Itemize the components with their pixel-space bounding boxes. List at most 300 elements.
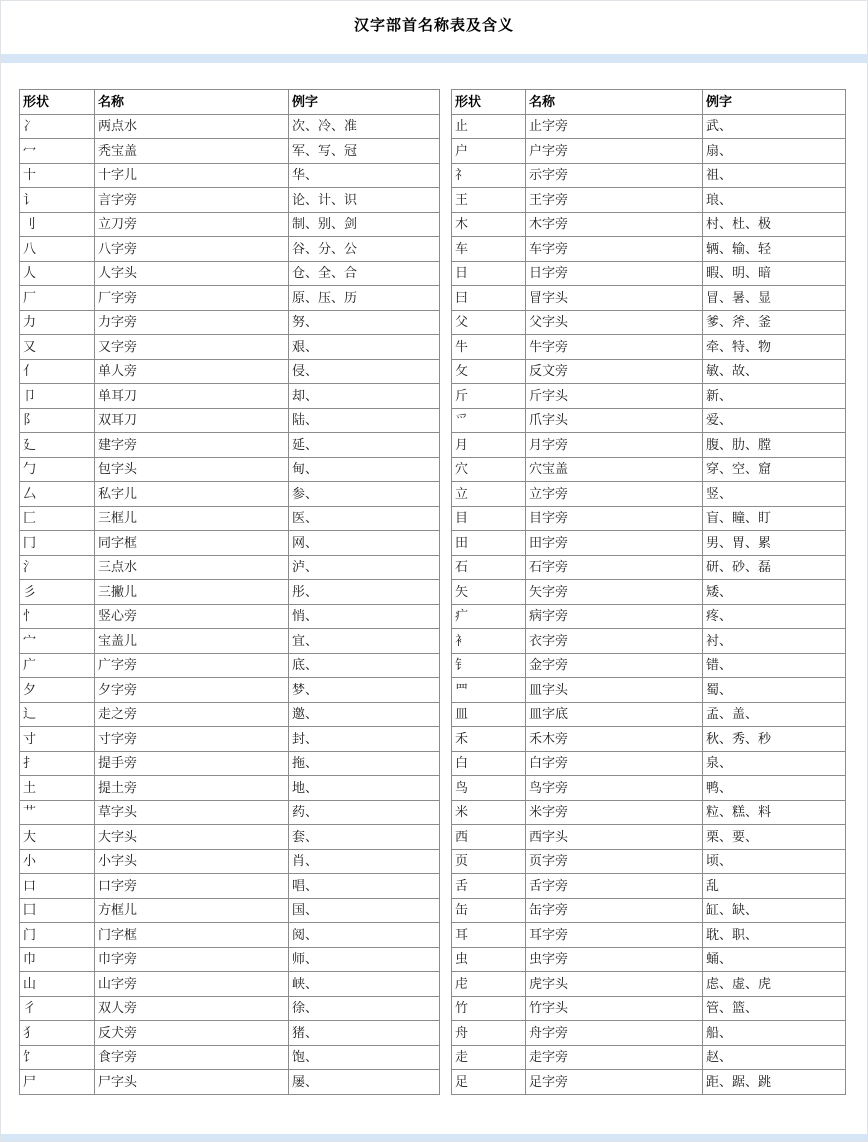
cell-examples: 疼、 xyxy=(703,604,846,629)
cell-examples: 悄、 xyxy=(289,604,440,629)
table-row xyxy=(20,531,440,556)
cell-shape: 白 xyxy=(452,751,526,776)
table-row xyxy=(20,604,440,629)
cell-examples: 蜀、 xyxy=(703,678,846,703)
cell-examples: 制、别、剑 xyxy=(289,212,440,237)
cell-name: 三点水 xyxy=(95,555,289,580)
table-row xyxy=(20,653,440,678)
cell-examples: 参、 xyxy=(289,482,440,507)
table-row xyxy=(20,335,440,360)
cell-shape: 王 xyxy=(452,188,526,213)
cell-examples: 彤、 xyxy=(289,580,440,605)
cell-name: 双耳刀 xyxy=(95,408,289,433)
radicals-table-left xyxy=(19,89,440,1095)
cell-name: 鸟字旁 xyxy=(526,776,703,801)
cell-examples: 阅、 xyxy=(289,923,440,948)
cell-shape: 口 xyxy=(20,874,95,899)
cell-shape: 石 xyxy=(452,555,526,580)
table-row xyxy=(452,384,846,409)
cell-examples: 粒、糕、料 xyxy=(703,800,846,825)
cell-examples: 穿、空、窟 xyxy=(703,457,846,482)
cell-shape: 尸 xyxy=(20,1070,95,1095)
table-row xyxy=(452,506,846,531)
cell-shape: 八 xyxy=(20,237,95,262)
cell-shape: 耳 xyxy=(452,923,526,948)
cell-name: 建字旁 xyxy=(95,433,289,458)
cell-name: 厂字旁 xyxy=(95,286,289,311)
table-row xyxy=(452,482,846,507)
cell-examples: 饱、 xyxy=(289,1045,440,1070)
cell-examples: 暇、明、暗 xyxy=(703,261,846,286)
cell-examples: 拖、 xyxy=(289,751,440,776)
table-row xyxy=(452,751,846,776)
cell-examples: 医、 xyxy=(289,506,440,531)
cell-examples: 次、冷、准 xyxy=(289,114,440,139)
cell-shape: 夕 xyxy=(20,678,95,703)
cell-examples: 盲、瞳、盯 xyxy=(703,506,846,531)
cell-shape: 目 xyxy=(452,506,526,531)
cell-shape: 止 xyxy=(452,114,526,139)
cell-name: 田字旁 xyxy=(526,531,703,556)
cell-name: 竹字头 xyxy=(526,996,703,1021)
cell-name: 示字旁 xyxy=(526,163,703,188)
cell-examples: 峡、 xyxy=(289,972,440,997)
cell-shape: 勹 xyxy=(20,457,95,482)
tables-container xyxy=(19,89,867,1095)
cell-name: 户字旁 xyxy=(526,139,703,164)
table-row xyxy=(20,751,440,776)
cell-name: 王字旁 xyxy=(526,188,703,213)
column-header-name: 名称 xyxy=(95,90,289,115)
cell-name: 舌字旁 xyxy=(526,874,703,899)
cell-examples: 栗、要、 xyxy=(703,825,846,850)
cell-shape: 户 xyxy=(452,139,526,164)
cell-shape: 大 xyxy=(20,825,95,850)
cell-name: 金字旁 xyxy=(526,653,703,678)
table-row xyxy=(20,727,440,752)
table-row xyxy=(452,800,846,825)
cell-shape: 小 xyxy=(20,849,95,874)
table-row xyxy=(20,972,440,997)
cell-name: 虎字头 xyxy=(526,972,703,997)
cell-examples: 矮、 xyxy=(703,580,846,605)
cell-shape: 斤 xyxy=(452,384,526,409)
cell-examples: 虑、虚、虎 xyxy=(703,972,846,997)
cell-name: 舟字旁 xyxy=(526,1021,703,1046)
cell-name: 口字旁 xyxy=(95,874,289,899)
cell-examples: 延、 xyxy=(289,433,440,458)
cell-shape: 冫 xyxy=(20,114,95,139)
cell-examples: 赵、 xyxy=(703,1045,846,1070)
cell-shape: 礻 xyxy=(452,163,526,188)
cell-shape: 日 xyxy=(452,261,526,286)
cell-name: 虫字旁 xyxy=(526,947,703,972)
table-row xyxy=(20,947,440,972)
cell-examples: 屡、 xyxy=(289,1070,440,1095)
table-row xyxy=(20,702,440,727)
cell-shape: 广 xyxy=(20,653,95,678)
cell-name: 冒字头 xyxy=(526,286,703,311)
cell-shape: 父 xyxy=(452,310,526,335)
table-row xyxy=(20,898,440,923)
cell-shape: 攵 xyxy=(452,359,526,384)
cell-name: 食字旁 xyxy=(95,1045,289,1070)
cell-shape: 辶 xyxy=(20,702,95,727)
table-row xyxy=(452,727,846,752)
cell-name: 山字旁 xyxy=(95,972,289,997)
cell-name: 立字旁 xyxy=(526,482,703,507)
cell-examples: 肖、 xyxy=(289,849,440,874)
cell-examples: 武、 xyxy=(703,114,846,139)
cell-name: 足字旁 xyxy=(526,1070,703,1095)
cell-shape: 扌 xyxy=(20,751,95,776)
cell-name: 言字旁 xyxy=(95,188,289,213)
table-row xyxy=(452,849,846,874)
table-row xyxy=(20,1070,440,1095)
cell-shape: 山 xyxy=(20,972,95,997)
cell-shape: 亻 xyxy=(20,359,95,384)
column-header-examples: 例字 xyxy=(289,90,440,115)
table-row xyxy=(452,408,846,433)
cell-examples: 琅、 xyxy=(703,188,846,213)
table-row xyxy=(20,359,440,384)
cell-examples: 宜、 xyxy=(289,629,440,654)
cell-shape: 力 xyxy=(20,310,95,335)
column-header-name: 名称 xyxy=(526,90,703,115)
cell-shape: 阝 xyxy=(20,408,95,433)
cell-examples: 军、写、冠 xyxy=(289,139,440,164)
cell-name: 巾字旁 xyxy=(95,947,289,972)
table-row xyxy=(20,457,440,482)
cell-shape: 门 xyxy=(20,923,95,948)
table-row xyxy=(452,555,846,580)
header-row xyxy=(20,90,440,115)
cell-name: 反犬旁 xyxy=(95,1021,289,1046)
cell-examples: 蛹、 xyxy=(703,947,846,972)
cell-shape: 虍 xyxy=(452,972,526,997)
cell-shape: 立 xyxy=(452,482,526,507)
table-row xyxy=(20,384,440,409)
cell-name: 三框儿 xyxy=(95,506,289,531)
cell-name: 夕字旁 xyxy=(95,678,289,703)
cell-examples: 距、踞、跳 xyxy=(703,1070,846,1095)
cell-examples: 扇、 xyxy=(703,139,846,164)
table-row xyxy=(20,433,440,458)
table-row xyxy=(20,114,440,139)
column-header-shape: 形状 xyxy=(20,90,95,115)
cell-name: 双人旁 xyxy=(95,996,289,1021)
cell-examples: 研、砂、磊 xyxy=(703,555,846,580)
table-body-left xyxy=(20,114,440,1094)
table-row xyxy=(20,629,440,654)
cell-name: 反文旁 xyxy=(526,359,703,384)
cell-shape: 鸟 xyxy=(452,776,526,801)
cell-shape: 足 xyxy=(452,1070,526,1095)
cell-examples: 努、 xyxy=(289,310,440,335)
table-row xyxy=(452,898,846,923)
cell-examples: 梦、 xyxy=(289,678,440,703)
table-row xyxy=(20,310,440,335)
table-row xyxy=(20,776,440,801)
table-row xyxy=(452,1070,846,1095)
cell-name: 提手旁 xyxy=(95,751,289,776)
cell-examples: 论、计、识 xyxy=(289,188,440,213)
cell-name: 单人旁 xyxy=(95,359,289,384)
cell-examples: 孟、盖、 xyxy=(703,702,846,727)
cell-name: 皿字底 xyxy=(526,702,703,727)
table-row xyxy=(452,1021,846,1046)
cell-name: 竖心旁 xyxy=(95,604,289,629)
table-row xyxy=(20,408,440,433)
cell-name: 三撇儿 xyxy=(95,580,289,605)
cell-shape: 虫 xyxy=(452,947,526,972)
cell-examples: 衬、 xyxy=(703,629,846,654)
table-row xyxy=(452,1045,846,1070)
cell-shape: 卩 xyxy=(20,384,95,409)
cell-name: 十字儿 xyxy=(95,163,289,188)
table-row xyxy=(20,825,440,850)
cell-shape: 厂 xyxy=(20,286,95,311)
table-row xyxy=(20,139,440,164)
table-row xyxy=(452,212,846,237)
cell-examples: 原、压、历 xyxy=(289,286,440,311)
cell-name: 两点水 xyxy=(95,114,289,139)
cell-examples: 爱、 xyxy=(703,408,846,433)
table-row xyxy=(452,237,846,262)
table-body-right xyxy=(452,114,846,1094)
table-row xyxy=(452,335,846,360)
cell-name: 同字框 xyxy=(95,531,289,556)
cell-shape: 曰 xyxy=(452,286,526,311)
cell-examples: 乱 xyxy=(703,874,846,899)
cell-examples: 国、 xyxy=(289,898,440,923)
cell-shape: 禾 xyxy=(452,727,526,752)
cell-name: 方框儿 xyxy=(95,898,289,923)
cell-name: 提土旁 xyxy=(95,776,289,801)
cell-shape: 巾 xyxy=(20,947,95,972)
header-row xyxy=(452,90,846,115)
cell-name: 人字头 xyxy=(95,261,289,286)
cell-examples: 爹、斧、釜 xyxy=(703,310,846,335)
cell-name: 广字旁 xyxy=(95,653,289,678)
cell-examples: 底、 xyxy=(289,653,440,678)
table-row xyxy=(20,188,440,213)
cell-shape: 车 xyxy=(452,237,526,262)
cell-examples: 耽、职、 xyxy=(703,923,846,948)
cell-name: 爪字头 xyxy=(526,408,703,433)
cell-shape: 十 xyxy=(20,163,95,188)
cell-examples: 祖、 xyxy=(703,163,846,188)
table-row xyxy=(452,310,846,335)
cell-shape: 土 xyxy=(20,776,95,801)
cell-shape: 爫 xyxy=(452,408,526,433)
cell-shape: 厶 xyxy=(20,482,95,507)
cell-shape: 宀 xyxy=(20,629,95,654)
cell-shape: 忄 xyxy=(20,604,95,629)
cell-name: 私字儿 xyxy=(95,482,289,507)
cell-name: 草字头 xyxy=(95,800,289,825)
cell-name: 门字框 xyxy=(95,923,289,948)
cell-name: 目字旁 xyxy=(526,506,703,531)
cell-shape: 牛 xyxy=(452,335,526,360)
table-row xyxy=(452,286,846,311)
table-row xyxy=(452,923,846,948)
table-row xyxy=(452,653,846,678)
cell-examples: 唱、 xyxy=(289,874,440,899)
table-row xyxy=(452,139,846,164)
table-row xyxy=(452,261,846,286)
table-row xyxy=(452,580,846,605)
cell-examples: 牵、特、物 xyxy=(703,335,846,360)
cell-shape: 西 xyxy=(452,825,526,850)
cell-examples: 地、 xyxy=(289,776,440,801)
cell-examples: 泸、 xyxy=(289,555,440,580)
cell-name: 木字旁 xyxy=(526,212,703,237)
cell-shape: 页 xyxy=(452,849,526,874)
table-row xyxy=(452,678,846,703)
table-row xyxy=(452,996,846,1021)
table-row xyxy=(20,874,440,899)
cell-shape: 又 xyxy=(20,335,95,360)
cell-examples: 村、杜、极 xyxy=(703,212,846,237)
cell-name: 斤字头 xyxy=(526,384,703,409)
table-row xyxy=(20,163,440,188)
cell-examples: 竖、 xyxy=(703,482,846,507)
table-row xyxy=(20,1021,440,1046)
cell-name: 小字头 xyxy=(95,849,289,874)
cell-shape: 月 xyxy=(452,433,526,458)
cell-examples: 仓、全、合 xyxy=(289,261,440,286)
cell-name: 单耳刀 xyxy=(95,384,289,409)
cell-examples: 冒、暑、显 xyxy=(703,286,846,311)
cell-name: 父字头 xyxy=(526,310,703,335)
cell-examples: 泉、 xyxy=(703,751,846,776)
cell-examples: 错、 xyxy=(703,653,846,678)
cell-shape: 刂 xyxy=(20,212,95,237)
cell-shape: 彳 xyxy=(20,996,95,1021)
table-row xyxy=(452,457,846,482)
cell-shape: 矢 xyxy=(452,580,526,605)
cell-shape: 氵 xyxy=(20,555,95,580)
table-row xyxy=(20,1045,440,1070)
cell-name: 走字旁 xyxy=(526,1045,703,1070)
cell-name: 八字旁 xyxy=(95,237,289,262)
cell-shape: 匚 xyxy=(20,506,95,531)
table-row xyxy=(20,923,440,948)
table-row xyxy=(20,800,440,825)
cell-examples: 华、 xyxy=(289,163,440,188)
table-row xyxy=(20,580,440,605)
cell-examples: 药、 xyxy=(289,800,440,825)
cell-name: 穴宝盖 xyxy=(526,457,703,482)
cell-shape: 罒 xyxy=(452,678,526,703)
table-row xyxy=(452,702,846,727)
table-row xyxy=(452,359,846,384)
bottom-accent-bar xyxy=(1,1134,867,1141)
cell-shape: 走 xyxy=(452,1045,526,1070)
cell-shape: 疒 xyxy=(452,604,526,629)
cell-examples: 鸭、 xyxy=(703,776,846,801)
radicals-table-right xyxy=(451,89,846,1095)
cell-name: 矢字旁 xyxy=(526,580,703,605)
cell-examples: 师、 xyxy=(289,947,440,972)
cell-examples: 陆、 xyxy=(289,408,440,433)
cell-shape: 钅 xyxy=(452,653,526,678)
table-row xyxy=(20,849,440,874)
table-row xyxy=(452,531,846,556)
cell-shape: 缶 xyxy=(452,898,526,923)
cell-examples: 甸、 xyxy=(289,457,440,482)
cell-shape: 竹 xyxy=(452,996,526,1021)
cell-name: 病字旁 xyxy=(526,604,703,629)
table-row xyxy=(20,506,440,531)
cell-name: 车字旁 xyxy=(526,237,703,262)
cell-shape: 木 xyxy=(452,212,526,237)
cell-shape: 衤 xyxy=(452,629,526,654)
table-row xyxy=(20,996,440,1021)
table-row xyxy=(452,825,846,850)
table-row xyxy=(20,237,440,262)
cell-name: 西字头 xyxy=(526,825,703,850)
cell-examples: 顷、 xyxy=(703,849,846,874)
cell-shape: 寸 xyxy=(20,727,95,752)
column-header-examples: 例字 xyxy=(703,90,846,115)
cell-shape: 人 xyxy=(20,261,95,286)
cell-shape: 犭 xyxy=(20,1021,95,1046)
cell-name: 又字旁 xyxy=(95,335,289,360)
cell-shape: 皿 xyxy=(452,702,526,727)
cell-name: 米字旁 xyxy=(526,800,703,825)
cell-name: 白字旁 xyxy=(526,751,703,776)
cell-shape: 米 xyxy=(452,800,526,825)
cell-examples: 邀、 xyxy=(289,702,440,727)
cell-shape: 囗 xyxy=(20,898,95,923)
cell-name: 月字旁 xyxy=(526,433,703,458)
cell-name: 缶字旁 xyxy=(526,898,703,923)
cell-shape: 田 xyxy=(452,531,526,556)
cell-name: 耳字旁 xyxy=(526,923,703,948)
cell-shape: 舟 xyxy=(452,1021,526,1046)
cell-examples: 谷、分、公 xyxy=(289,237,440,262)
cell-shape: 艹 xyxy=(20,800,95,825)
table-row xyxy=(452,776,846,801)
table-row xyxy=(20,678,440,703)
cell-shape: 廴 xyxy=(20,433,95,458)
cell-shape: 冖 xyxy=(20,139,95,164)
cell-name: 牛字旁 xyxy=(526,335,703,360)
cell-examples: 缸、缺、 xyxy=(703,898,846,923)
cell-examples: 套、 xyxy=(289,825,440,850)
cell-shape: 冂 xyxy=(20,531,95,556)
table-row xyxy=(452,629,846,654)
cell-shape: 穴 xyxy=(452,457,526,482)
table-row xyxy=(452,874,846,899)
cell-examples: 船、 xyxy=(703,1021,846,1046)
cell-shape: 讠 xyxy=(20,188,95,213)
table-row xyxy=(20,482,440,507)
cell-name: 尸字头 xyxy=(95,1070,289,1095)
cell-name: 石字旁 xyxy=(526,555,703,580)
cell-name: 秃宝盖 xyxy=(95,139,289,164)
cell-name: 宝盖儿 xyxy=(95,629,289,654)
cell-name: 包字头 xyxy=(95,457,289,482)
cell-examples: 却、 xyxy=(289,384,440,409)
cell-name: 立刀旁 xyxy=(95,212,289,237)
page-title: 汉字部首名称表及含义 xyxy=(353,17,514,34)
cell-name: 大字头 xyxy=(95,825,289,850)
cell-shape: 饣 xyxy=(20,1045,95,1070)
table-row xyxy=(452,947,846,972)
